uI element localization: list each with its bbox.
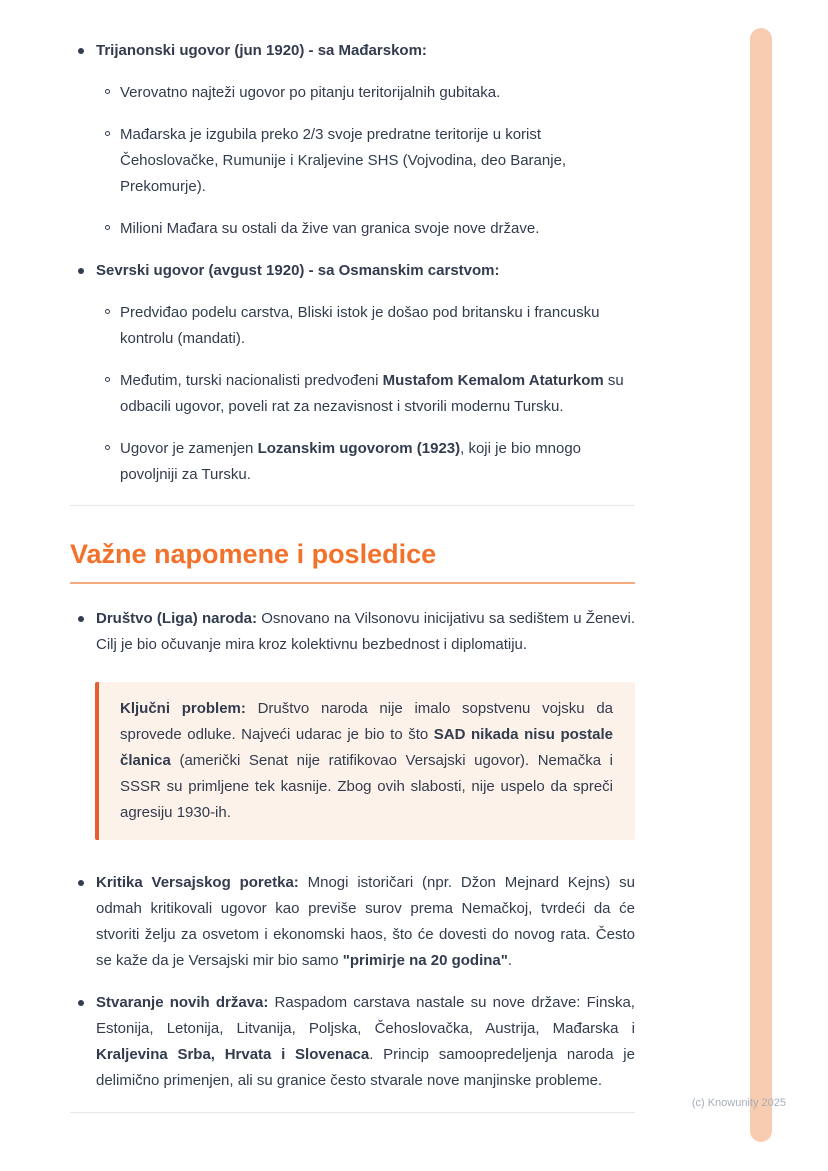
list-item xyxy=(70,368,635,420)
list-item-text: Stvaranje novih država: Raspadom carstava nastale su nove države: Finska, Estonija, Letonija, Litvanija, Poljska, Čehoslovačka, Austrija, Mađarska i Kraljevina Srba, Hrvata i Slovenaca. Princip samoopredeljenja naroda je delimično primenjen, ali su granice često stvarale nove manjinske probleme. xyxy=(96,994,635,1089)
sub-bullet-icon xyxy=(105,89,110,94)
bullet-icon xyxy=(78,268,84,274)
callout-text: Ključni problem: Društvo naroda nije imalo sopstvenu vojsku da sprovede odluke. Najveći udarac je bio to što SAD nikada nisu postale članica (američki Senat nije ratifikovao Versajski ugovor). Nemačka i SSSR su primljene tek kasnije. Zbog ovih slabosti, nije uspelo da spreči agresiju 1930-ih. xyxy=(120,700,613,821)
league-of-nations-item xyxy=(70,606,635,658)
list-item-text: Mađarska je izgubila preko 2/3 svoje predratne teritorije u korist Čehoslovačke, Rumunije i Kraljevine SHS (Vojvodina, deo Baranje, Prekomurje). xyxy=(120,126,567,195)
list-item xyxy=(70,122,635,200)
list-item-text: Ugovor je zamenjen Lozanskim ugovorom (1923), koji je bio mnogo povoljniji za Tursku. xyxy=(120,440,582,483)
sub-bullet-icon xyxy=(105,131,110,136)
list-item xyxy=(70,216,635,242)
trianon-treaty-item xyxy=(70,38,635,64)
list-item xyxy=(70,80,635,106)
trianon-treaty-group xyxy=(70,38,635,242)
list-item-text: Kritika Versajskog poretka: Mnogi istoričari (npr. Džon Mejnard Kejns) su odmah kritikovali ugovor kao previše surov prema Nemačkoj, tvrdeći da će stvoriti želju za osvetom i ekonomski haos, što će dovesti do novog rata. Često se kaže da je Versajski mir bio samo "primirje na 20 godina". xyxy=(96,874,635,969)
footer-divider xyxy=(70,1112,635,1113)
bullet-icon xyxy=(78,1000,84,1006)
versailles-critique-item xyxy=(70,870,635,974)
list-item-text: Verovatno najteži ugovor po pitanju teritorijalnih gubitaka. xyxy=(120,84,501,101)
section-heading: Važne napomene i posledice xyxy=(70,538,635,584)
sevres-treaty-item xyxy=(70,258,635,284)
bullet-icon xyxy=(78,880,84,886)
sub-bullet-icon xyxy=(105,377,110,382)
footer-copyright: (c) Knowunity 2025 xyxy=(691,1097,786,1109)
list-item-text: Predviđao podelu carstva, Bliski istok je došao pod britansku i francusku kontrolu (mandati). xyxy=(120,304,600,347)
new-states-item xyxy=(70,990,635,1094)
trianon-treaty-title: Trijanonski ugovor (jun 1920) - sa Mađarskom: xyxy=(96,42,427,59)
list-item xyxy=(70,300,635,352)
sevres-treaty-group xyxy=(70,258,635,488)
list-item-text: Međutim, turski nacionalisti predvođeni Mustafom Kemalom Ataturkom su odbacili ugovor, poveli rat za nezavisnost i stvorili modernu Tursku. xyxy=(120,372,624,415)
sub-bullet-icon xyxy=(105,445,110,450)
list-item-text: Milioni Mađara su ostali da žive van granica svoje nove države. xyxy=(120,220,540,237)
list-item xyxy=(70,436,635,488)
sub-bullet-icon xyxy=(105,225,110,230)
sub-bullet-icon xyxy=(105,309,110,314)
bullet-icon xyxy=(78,616,84,622)
list-item-text: Društvo (Liga) naroda: Osnovano na Vilsonovu inicijativu sa sedištem u Ženevi. Cilj je bio očuvanje mira kroz kolektivnu bezbednost i diplomatiju. xyxy=(96,610,635,653)
section-divider xyxy=(70,505,635,506)
key-problem-callout xyxy=(95,682,635,840)
sevres-treaty-title: Sevrski ugovor (avgust 1920) - sa Osmanskim carstvom: xyxy=(96,262,500,279)
bullet-icon xyxy=(78,48,84,54)
